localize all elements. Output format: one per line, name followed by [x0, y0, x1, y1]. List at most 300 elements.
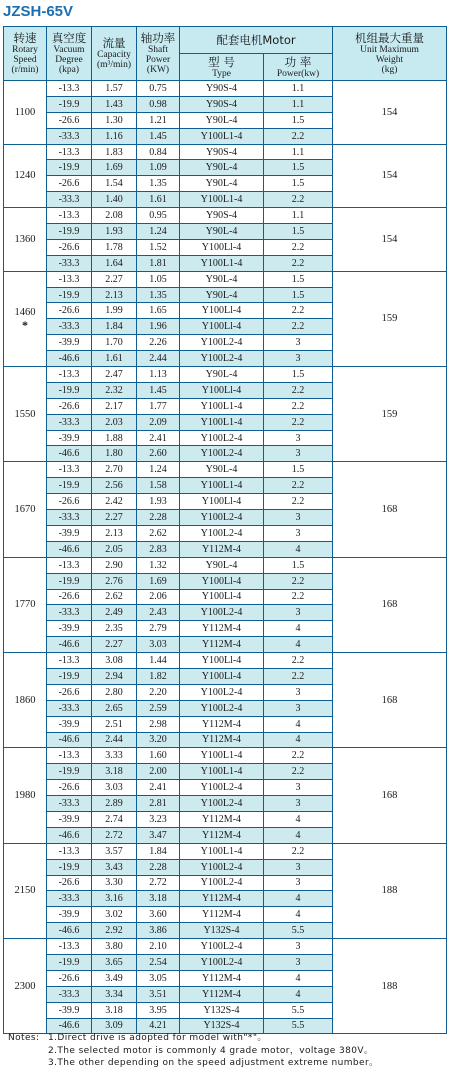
rotary-speed-value: 1770 [14, 599, 36, 611]
table-row [4, 462, 447, 478]
motor-power-cell: 4 [264, 716, 333, 732]
capacity-cell: 2.65 [92, 700, 137, 716]
capacity-cell: 1.40 [92, 192, 137, 208]
motor-type-cell: Y100L1-4 [180, 843, 264, 859]
capacity-cell: 1.69 [92, 160, 137, 176]
vacuum-cell: -39.9 [47, 716, 92, 732]
capacity-cell: 2.51 [92, 716, 137, 732]
capacity-cell: 2.27 [92, 271, 137, 287]
shaft-power-cell: 1.52 [137, 239, 180, 255]
rotary-speed-cell [4, 653, 47, 748]
rotary-speed-cell [4, 939, 47, 1034]
motor-power-cell: 2.2 [264, 764, 333, 780]
table-row [4, 653, 447, 669]
header-capacity: 流量 Capacity (m³/min) [92, 27, 137, 81]
shaft-power-cell: 1.77 [137, 398, 180, 414]
shaft-power-cell: 2.81 [137, 796, 180, 812]
notes [8, 1032, 448, 1070]
shaft-power-cell: 1.60 [137, 748, 180, 764]
motor-type-cell: Y112M-4 [180, 811, 264, 827]
motor-power-cell: 3 [264, 430, 333, 446]
motor-type-cell: Y90L-4 [180, 271, 264, 287]
capacity-cell: 2.05 [92, 541, 137, 557]
vacuum-cell: -19.9 [47, 573, 92, 589]
vacuum-cell: -33.3 [47, 255, 92, 271]
motor-type-cell: Y112M-4 [180, 732, 264, 748]
capacity-cell: 2.76 [92, 573, 137, 589]
motor-type-cell: Y112M-4 [180, 986, 264, 1002]
rotary-speed-cell [4, 271, 47, 366]
rotary-speed-cell [4, 748, 47, 843]
capacity-cell: 2.89 [92, 796, 137, 812]
rotary-speed-value: 1240 [14, 170, 36, 182]
shaft-power-cell: 2.09 [137, 414, 180, 430]
capacity-cell: 2.32 [92, 382, 137, 398]
shaft-power-cell: 0.95 [137, 208, 180, 224]
motor-power-cell: 1.1 [264, 208, 333, 224]
capacity-cell: 2.42 [92, 494, 137, 510]
note-line: 2.The selected motor is commonly 4 grade motor，voltage 380V。 [48, 1045, 374, 1056]
motor-type-cell: Y100L2-4 [180, 954, 264, 970]
shaft-power-cell: 1.44 [137, 653, 180, 669]
rotary-speed-value: 1860 [14, 694, 36, 706]
motor-power-cell: 3 [264, 351, 333, 367]
shaft-power-cell: 3.20 [137, 732, 180, 748]
shaft-power-cell: 1.09 [137, 160, 180, 176]
shaft-power-cell: 0.75 [137, 81, 180, 97]
rotary-speed-cell [4, 144, 47, 208]
motor-type-cell: Y90L-4 [180, 287, 264, 303]
header-shaft-power: 轴功率 Shaft Power (KW) [137, 27, 180, 81]
motor-type-cell: Y100L2-4 [180, 605, 264, 621]
motor-type-cell: Y100L2-4 [180, 859, 264, 875]
motor-power-cell: 2.2 [264, 494, 333, 510]
rotary-speed-value: 2150 [14, 885, 36, 897]
max-weight-cell: 159 [333, 367, 447, 462]
table-row [4, 81, 447, 97]
shaft-power-cell: 3.60 [137, 907, 180, 923]
rotary-speed-cell [4, 843, 47, 938]
motor-power-cell: 1.1 [264, 81, 333, 97]
capacity-cell: 2.08 [92, 208, 137, 224]
capacity-cell: 2.94 [92, 668, 137, 684]
table-row [4, 939, 447, 955]
capacity-cell: 3.16 [92, 891, 137, 907]
capacity-cell: 3.65 [92, 954, 137, 970]
table-row [4, 557, 447, 573]
vacuum-cell: -19.9 [47, 287, 92, 303]
vacuum-cell: -33.3 [47, 128, 92, 144]
motor-power-cell: 4 [264, 891, 333, 907]
motor-type-cell: Y100Ll-4 [180, 382, 264, 398]
motor-type-cell: Y100L1-4 [180, 478, 264, 494]
capacity-cell: 1.61 [92, 351, 137, 367]
header-motor-type: 型 号 Type [180, 54, 264, 81]
shaft-power-cell: 1.84 [137, 843, 180, 859]
motor-type-cell: Y90L-4 [180, 557, 264, 573]
motor-power-cell: 2.2 [264, 128, 333, 144]
motor-power-cell: 2.2 [264, 239, 333, 255]
capacity-cell: 2.03 [92, 414, 137, 430]
capacity-cell: 2.70 [92, 462, 137, 478]
motor-type-cell: Y100L2-4 [180, 939, 264, 955]
motor-power-cell: 4 [264, 637, 333, 653]
shaft-power-cell: 2.06 [137, 589, 180, 605]
capacity-cell: 1.54 [92, 176, 137, 192]
motor-power-cell: 4 [264, 970, 333, 986]
vacuum-cell: -13.3 [47, 271, 92, 287]
capacity-cell: 1.30 [92, 112, 137, 128]
motor-power-cell: 3 [264, 510, 333, 526]
motor-type-cell: Y132S-4 [180, 1002, 264, 1018]
motor-type-cell: Y100Ll-4 [180, 589, 264, 605]
motor-type-cell: Y112M-4 [180, 716, 264, 732]
vacuum-cell: -33.3 [47, 986, 92, 1002]
capacity-cell: 3.34 [92, 986, 137, 1002]
capacity-cell: 2.49 [92, 605, 137, 621]
motor-type-cell: Y132S-4 [180, 923, 264, 939]
motor-power-cell: 3 [264, 335, 333, 351]
capacity-cell: 3.18 [92, 764, 137, 780]
rotary-speed-cell [4, 367, 47, 462]
capacity-cell: 2.13 [92, 525, 137, 541]
header-motor-power: 功 率 Power(kw) [264, 54, 333, 81]
shaft-power-cell: 3.03 [137, 637, 180, 653]
capacity-cell: 2.35 [92, 621, 137, 637]
motor-type-cell: Y90S-4 [180, 208, 264, 224]
vacuum-cell: -13.3 [47, 939, 92, 955]
motor-power-cell: 4 [264, 907, 333, 923]
vacuum-cell: -46.6 [47, 923, 92, 939]
header-weight: 机组最大重量 Unit Maximum Weight (kg) [333, 27, 447, 81]
shaft-power-cell: 2.72 [137, 875, 180, 891]
motor-type-cell: Y132S-4 [180, 1018, 264, 1034]
motor-type-cell: Y100L1-4 [180, 414, 264, 430]
shaft-power-cell: 2.62 [137, 525, 180, 541]
motor-type-cell: Y90S-4 [180, 144, 264, 160]
shaft-power-cell: 1.24 [137, 224, 180, 240]
vacuum-cell: -19.9 [47, 96, 92, 112]
capacity-cell: 1.84 [92, 319, 137, 335]
motor-type-cell: Y100L2-4 [180, 700, 264, 716]
motor-type-cell: Y100L1-4 [180, 255, 264, 271]
motor-power-cell: 2.2 [264, 748, 333, 764]
motor-type-cell: Y90S-4 [180, 96, 264, 112]
shaft-power-cell: 2.28 [137, 510, 180, 526]
capacity-cell: 1.64 [92, 255, 137, 271]
shaft-power-cell: 3.51 [137, 986, 180, 1002]
max-weight-cell: 168 [333, 748, 447, 843]
vacuum-cell: -26.6 [47, 780, 92, 796]
rotary-speed-value: 1980 [14, 790, 36, 802]
capacity-cell: 3.03 [92, 780, 137, 796]
max-weight-cell: 188 [333, 939, 447, 1034]
rotary-speed-value: 1670 [14, 504, 36, 516]
vacuum-cell: -33.3 [47, 796, 92, 812]
motor-type-cell: Y112M-4 [180, 827, 264, 843]
motor-type-cell: Y100L2-4 [180, 510, 264, 526]
motor-type-cell: Y112M-4 [180, 637, 264, 653]
capacity-cell: 2.92 [92, 923, 137, 939]
capacity-cell: 2.80 [92, 684, 137, 700]
vacuum-cell: -39.9 [47, 907, 92, 923]
capacity-cell: 2.13 [92, 287, 137, 303]
shaft-power-cell: 2.83 [137, 541, 180, 557]
motor-type-cell: Y112M-4 [180, 907, 264, 923]
header-speed: 转速 Rotary Speed (r/min) [4, 27, 47, 81]
motor-power-cell: 1.5 [264, 112, 333, 128]
max-weight-cell: 168 [333, 462, 447, 557]
motor-type-cell: Y100L2-4 [180, 684, 264, 700]
vacuum-cell: -13.3 [47, 653, 92, 669]
shaft-power-cell: 0.84 [137, 144, 180, 160]
motor-type-cell: Y100L2-4 [180, 796, 264, 812]
shaft-power-cell: 1.21 [137, 112, 180, 128]
motor-type-cell: Y100Ll-4 [180, 319, 264, 335]
vacuum-cell: -13.3 [47, 367, 92, 383]
capacity-cell: 1.43 [92, 96, 137, 112]
shaft-power-cell: 3.86 [137, 923, 180, 939]
vacuum-cell: -33.3 [47, 700, 92, 716]
shaft-power-cell: 1.32 [137, 557, 180, 573]
motor-power-cell: 3 [264, 700, 333, 716]
motor-power-cell: 4 [264, 811, 333, 827]
motor-power-cell: 1.5 [264, 160, 333, 176]
vacuum-cell: -13.3 [47, 81, 92, 97]
shaft-power-cell: 2.20 [137, 684, 180, 700]
shaft-power-cell: 2.60 [137, 446, 180, 462]
max-weight-cell: 168 [333, 557, 447, 652]
shaft-power-cell: 2.41 [137, 780, 180, 796]
shaft-power-cell: 1.24 [137, 462, 180, 478]
shaft-power-cell: 3.05 [137, 970, 180, 986]
motor-power-cell: 4 [264, 732, 333, 748]
motor-type-cell: Y112M-4 [180, 621, 264, 637]
vacuum-cell: -13.3 [47, 748, 92, 764]
shaft-power-cell: 4.21 [137, 1018, 180, 1034]
motor-power-cell: 4 [264, 541, 333, 557]
motor-type-cell: Y100L2-4 [180, 430, 264, 446]
rotary-speed-cell [4, 557, 47, 652]
max-weight-cell: 188 [333, 843, 447, 938]
motor-type-cell: Y100Ll-4 [180, 573, 264, 589]
capacity-cell: 2.17 [92, 398, 137, 414]
capacity-cell: 2.56 [92, 478, 137, 494]
motor-power-cell: 2.2 [264, 478, 333, 494]
capacity-cell: 2.72 [92, 827, 137, 843]
shaft-power-cell: 1.35 [137, 287, 180, 303]
shaft-power-cell: 2.98 [137, 716, 180, 732]
motor-type-cell: Y90L-4 [180, 112, 264, 128]
shaft-power-cell: 1.65 [137, 303, 180, 319]
table-row [4, 144, 447, 160]
vacuum-cell: -13.3 [47, 462, 92, 478]
motor-type-cell: Y90L-4 [180, 224, 264, 240]
capacity-cell: 1.57 [92, 81, 137, 97]
table-row [4, 208, 447, 224]
model-title: JZSH-65V [3, 3, 74, 20]
vacuum-cell: -46.6 [47, 1018, 92, 1034]
performance-table [3, 26, 447, 1034]
vacuum-cell: -19.9 [47, 668, 92, 684]
motor-type-cell: Y100Ll-4 [180, 653, 264, 669]
rotary-speed-value: 1100 [14, 106, 36, 118]
vacuum-cell: -26.6 [47, 176, 92, 192]
motor-power-cell: 2.2 [264, 192, 333, 208]
capacity-cell: 1.80 [92, 446, 137, 462]
motor-power-cell: 3 [264, 525, 333, 541]
motor-power-cell: 2.2 [264, 668, 333, 684]
capacity-cell: 3.43 [92, 859, 137, 875]
motor-power-cell: 1.1 [264, 96, 333, 112]
motor-type-cell: Y100Ll-4 [180, 239, 264, 255]
vacuum-cell: -19.9 [47, 224, 92, 240]
vacuum-cell: -26.6 [47, 589, 92, 605]
motor-power-cell: 3 [264, 875, 333, 891]
shaft-power-cell: 2.10 [137, 939, 180, 955]
capacity-cell: 1.93 [92, 224, 137, 240]
table-body [4, 81, 447, 1034]
max-weight-cell: 154 [333, 81, 447, 145]
vacuum-cell: -13.3 [47, 144, 92, 160]
motor-type-cell: Y100Ll-4 [180, 303, 264, 319]
notes-label: Notes: [8, 1033, 40, 1043]
capacity-cell: 1.70 [92, 335, 137, 351]
motor-type-cell: Y100L2-4 [180, 335, 264, 351]
table-row [4, 271, 447, 287]
motor-power-cell: 1.5 [264, 176, 333, 192]
capacity-cell: 2.47 [92, 367, 137, 383]
capacity-cell: 1.78 [92, 239, 137, 255]
capacity-cell: 1.83 [92, 144, 137, 160]
shaft-power-cell: 1.05 [137, 271, 180, 287]
rotary-speed-cell [4, 462, 47, 557]
vacuum-cell: -39.9 [47, 811, 92, 827]
shaft-power-cell: 2.41 [137, 430, 180, 446]
shaft-power-cell: 1.69 [137, 573, 180, 589]
motor-type-cell: Y90L-4 [180, 160, 264, 176]
vacuum-cell: -26.6 [47, 303, 92, 319]
capacity-cell: 2.74 [92, 811, 137, 827]
motor-type-cell: Y100L1-4 [180, 764, 264, 780]
vacuum-cell: -46.6 [47, 637, 92, 653]
capacity-cell: 2.27 [92, 510, 137, 526]
vacuum-cell: -19.9 [47, 764, 92, 780]
motor-power-cell: 5.5 [264, 923, 333, 939]
vacuum-cell: -13.3 [47, 208, 92, 224]
motor-power-cell: 2.2 [264, 382, 333, 398]
motor-power-cell: 1.5 [264, 557, 333, 573]
motor-power-cell: 2.2 [264, 255, 333, 271]
direct-drive-star: * [22, 318, 28, 333]
shaft-power-cell: 1.96 [137, 319, 180, 335]
motor-type-cell: Y90L-4 [180, 176, 264, 192]
shaft-power-cell: 3.95 [137, 1002, 180, 1018]
motor-power-cell: 3 [264, 939, 333, 955]
motor-power-cell: 1.5 [264, 287, 333, 303]
shaft-power-cell: 1.45 [137, 128, 180, 144]
motor-type-cell: Y90L-4 [180, 462, 264, 478]
capacity-cell: 3.57 [92, 843, 137, 859]
capacity-cell: 2.90 [92, 557, 137, 573]
motor-power-cell: 3 [264, 859, 333, 875]
vacuum-cell: -19.9 [47, 160, 92, 176]
vacuum-cell: -39.9 [47, 621, 92, 637]
vacuum-cell: -26.6 [47, 239, 92, 255]
motor-power-cell: 4 [264, 621, 333, 637]
motor-power-cell: 4 [264, 986, 333, 1002]
motor-type-cell: Y100L1-4 [180, 128, 264, 144]
motor-type-cell: Y100L2-4 [180, 351, 264, 367]
vacuum-cell: -33.3 [47, 319, 92, 335]
motor-power-cell: 3 [264, 796, 333, 812]
vacuum-cell: -19.9 [47, 478, 92, 494]
motor-power-cell: 2.2 [264, 319, 333, 335]
motor-power-cell: 2.2 [264, 589, 333, 605]
note-line: 1.Direct drive is adopted for model with"*"。 [48, 1033, 267, 1043]
vacuum-cell: -26.6 [47, 494, 92, 510]
motor-power-cell: 2.2 [264, 843, 333, 859]
vacuum-cell: -26.6 [47, 684, 92, 700]
motor-power-cell: 5.5 [264, 1018, 333, 1034]
shaft-power-cell: 0.98 [137, 96, 180, 112]
shaft-power-cell: 2.26 [137, 335, 180, 351]
vacuum-cell: -46.6 [47, 732, 92, 748]
motor-power-cell: 3 [264, 605, 333, 621]
max-weight-cell: 168 [333, 653, 447, 748]
capacity-cell: 3.30 [92, 875, 137, 891]
shaft-power-cell: 1.58 [137, 478, 180, 494]
vacuum-cell: -33.3 [47, 192, 92, 208]
motor-type-cell: Y90S-4 [180, 81, 264, 97]
motor-type-cell: Y112M-4 [180, 970, 264, 986]
vacuum-cell: -13.3 [47, 557, 92, 573]
capacity-cell: 3.02 [92, 907, 137, 923]
capacity-cell: 3.33 [92, 748, 137, 764]
rotary-speed-value: 2300 [14, 980, 36, 992]
header-motor: 配套电机Motor [180, 27, 333, 54]
motor-type-cell: Y112M-4 [180, 891, 264, 907]
capacity-cell: 2.62 [92, 589, 137, 605]
shaft-power-cell: 3.47 [137, 827, 180, 843]
capacity-cell: 3.49 [92, 970, 137, 986]
max-weight-cell: 154 [333, 144, 447, 208]
rotary-speed-cell [4, 81, 47, 145]
motor-type-cell: Y90L-4 [180, 367, 264, 383]
shaft-power-cell: 1.45 [137, 382, 180, 398]
table-header [4, 27, 447, 81]
header-vacuum: 真空度 Vacuum Degree (kpa) [47, 27, 92, 81]
vacuum-cell: -26.6 [47, 970, 92, 986]
shaft-power-cell: 2.79 [137, 621, 180, 637]
vacuum-cell: -39.9 [47, 430, 92, 446]
shaft-power-cell: 2.43 [137, 605, 180, 621]
motor-type-cell: Y100L1-4 [180, 192, 264, 208]
vacuum-cell: -46.6 [47, 351, 92, 367]
table-row [4, 367, 447, 383]
rotary-speed-value: 1550 [14, 408, 36, 420]
motor-power-cell: 2.2 [264, 414, 333, 430]
motor-power-cell: 1.5 [264, 367, 333, 383]
capacity-cell: 3.09 [92, 1018, 137, 1034]
vacuum-cell: -19.9 [47, 382, 92, 398]
motor-type-cell: Y100L1-4 [180, 748, 264, 764]
motor-type-cell: Y100Ll-4 [180, 668, 264, 684]
shaft-power-cell: 1.35 [137, 176, 180, 192]
motor-type-cell: Y100L2-4 [180, 525, 264, 541]
vacuum-cell: -33.3 [47, 891, 92, 907]
shaft-power-cell: 1.93 [137, 494, 180, 510]
